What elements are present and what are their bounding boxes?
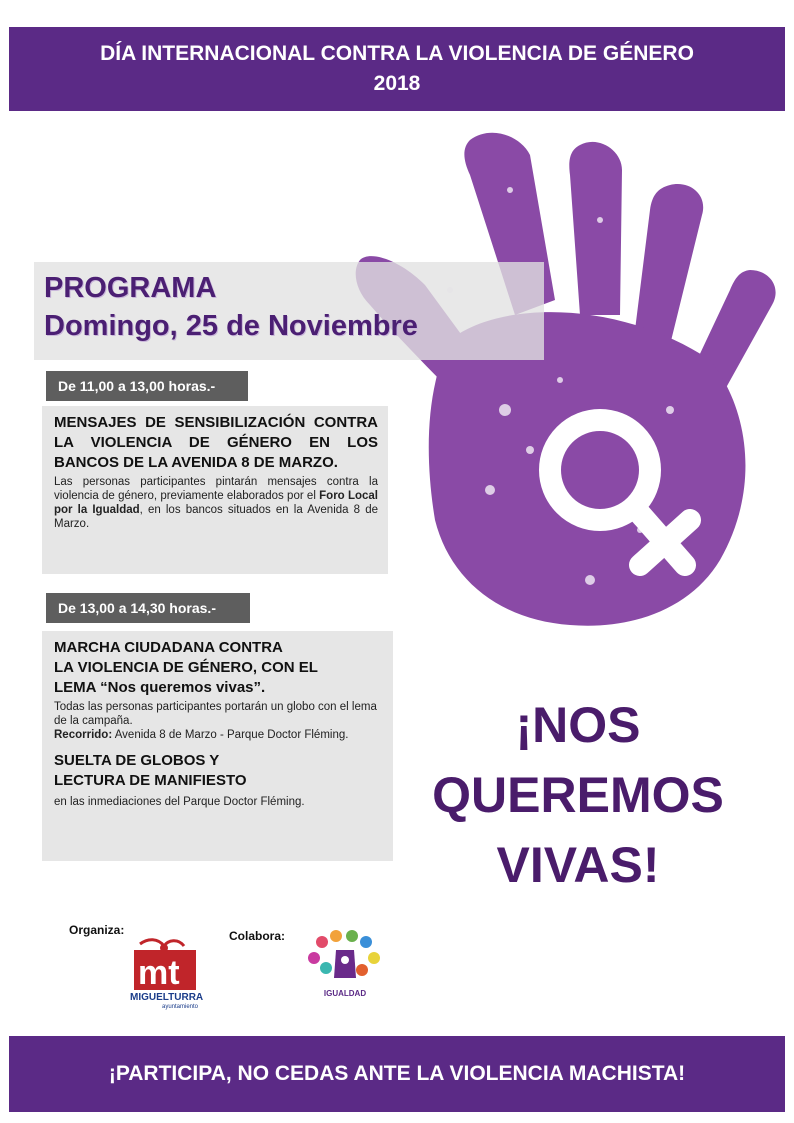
igualdad-logo-text: IGUALDAD <box>323 989 367 998</box>
purple-hand-illustration <box>330 110 790 670</box>
event2-title-line3: LEMA “Nos queremos vivas”. <box>54 679 266 696</box>
bottom-banner: ¡PARTICIPA, NO CEDAS ANTE LA VIOLENCIA MACHISTA! <box>9 1036 785 1112</box>
event2-title-line1: MARCHA CIUDADANA CONTRA <box>54 639 283 656</box>
programa-title: PROGRAMA <box>44 272 217 304</box>
event2-title-line2: LA VIOLENCIA DE GÉNERO, CON EL <box>54 659 318 676</box>
event1-box <box>42 406 388 574</box>
slogan <box>398 690 758 900</box>
miguelturra-logo-subtext: ayuntamiento <box>162 1004 199 1010</box>
programa-box <box>34 262 544 360</box>
miguelturra-logo <box>128 936 216 1010</box>
event1-description: Las personas participantes pintarán mensajes contra la violencia de género, previamente elaborados por el Foro Local por la Igualdad, en los bancos situados en la Avenida 8 de Marzo. <box>54 476 379 530</box>
event2-box <box>42 631 393 861</box>
event1-time-badge: De 11,00 a 13,00 horas.- <box>46 371 248 401</box>
slogan-line2: QUEREMOS <box>432 767 724 823</box>
programa-date: Domingo, 25 de Noviembre <box>44 310 418 342</box>
top-banner <box>9 27 785 111</box>
svg-text:mt: mt <box>138 954 180 992</box>
miguelturra-logo-text: MIGUELTURRA <box>130 992 204 1003</box>
event2-subdescription: en las inmediaciones del Parque Doctor Fléming. <box>54 796 305 808</box>
event1-title: MENSAJES DE SENSIBILIZACIÓN CONTRA LA VIOLENCIA DE GÉNERO EN LOS BANCOS DE LA AVENIDA 8 DE MARZO. <box>54 414 378 471</box>
event2-subtitle-line2: LECTURA DE MANIFIESTO <box>54 772 247 789</box>
igualdad-logo <box>302 928 388 1006</box>
organiza-label: Organiza: <box>69 923 125 937</box>
slogan-line1: ¡NOS <box>515 697 641 753</box>
event2-subtitle-line1: SUELTA DE GLOBOS Y <box>54 752 220 769</box>
event1-description-bold: Foro Local por la Igualdad <box>54 490 379 516</box>
header-title-line1: DÍA INTERNACIONAL CONTRA LA VIOLENCIA DE GÉNERO <box>100 42 694 65</box>
event2-route: Recorrido: Avenida 8 de Marzo - Parque Doctor Fléming. <box>54 729 349 741</box>
event2-route-label: Recorrido: <box>54 729 113 741</box>
header-title-line2: 2018 <box>373 72 421 95</box>
event2-time-badge: De 13,00 a 14,30 horas.- <box>46 593 250 623</box>
colabora-label: Colabora: <box>229 929 286 943</box>
slogan-line3: VIVAS! <box>496 837 660 893</box>
event2-description: Todas las personas participantes portarán un globo con el lema de la campaña. <box>54 701 377 727</box>
